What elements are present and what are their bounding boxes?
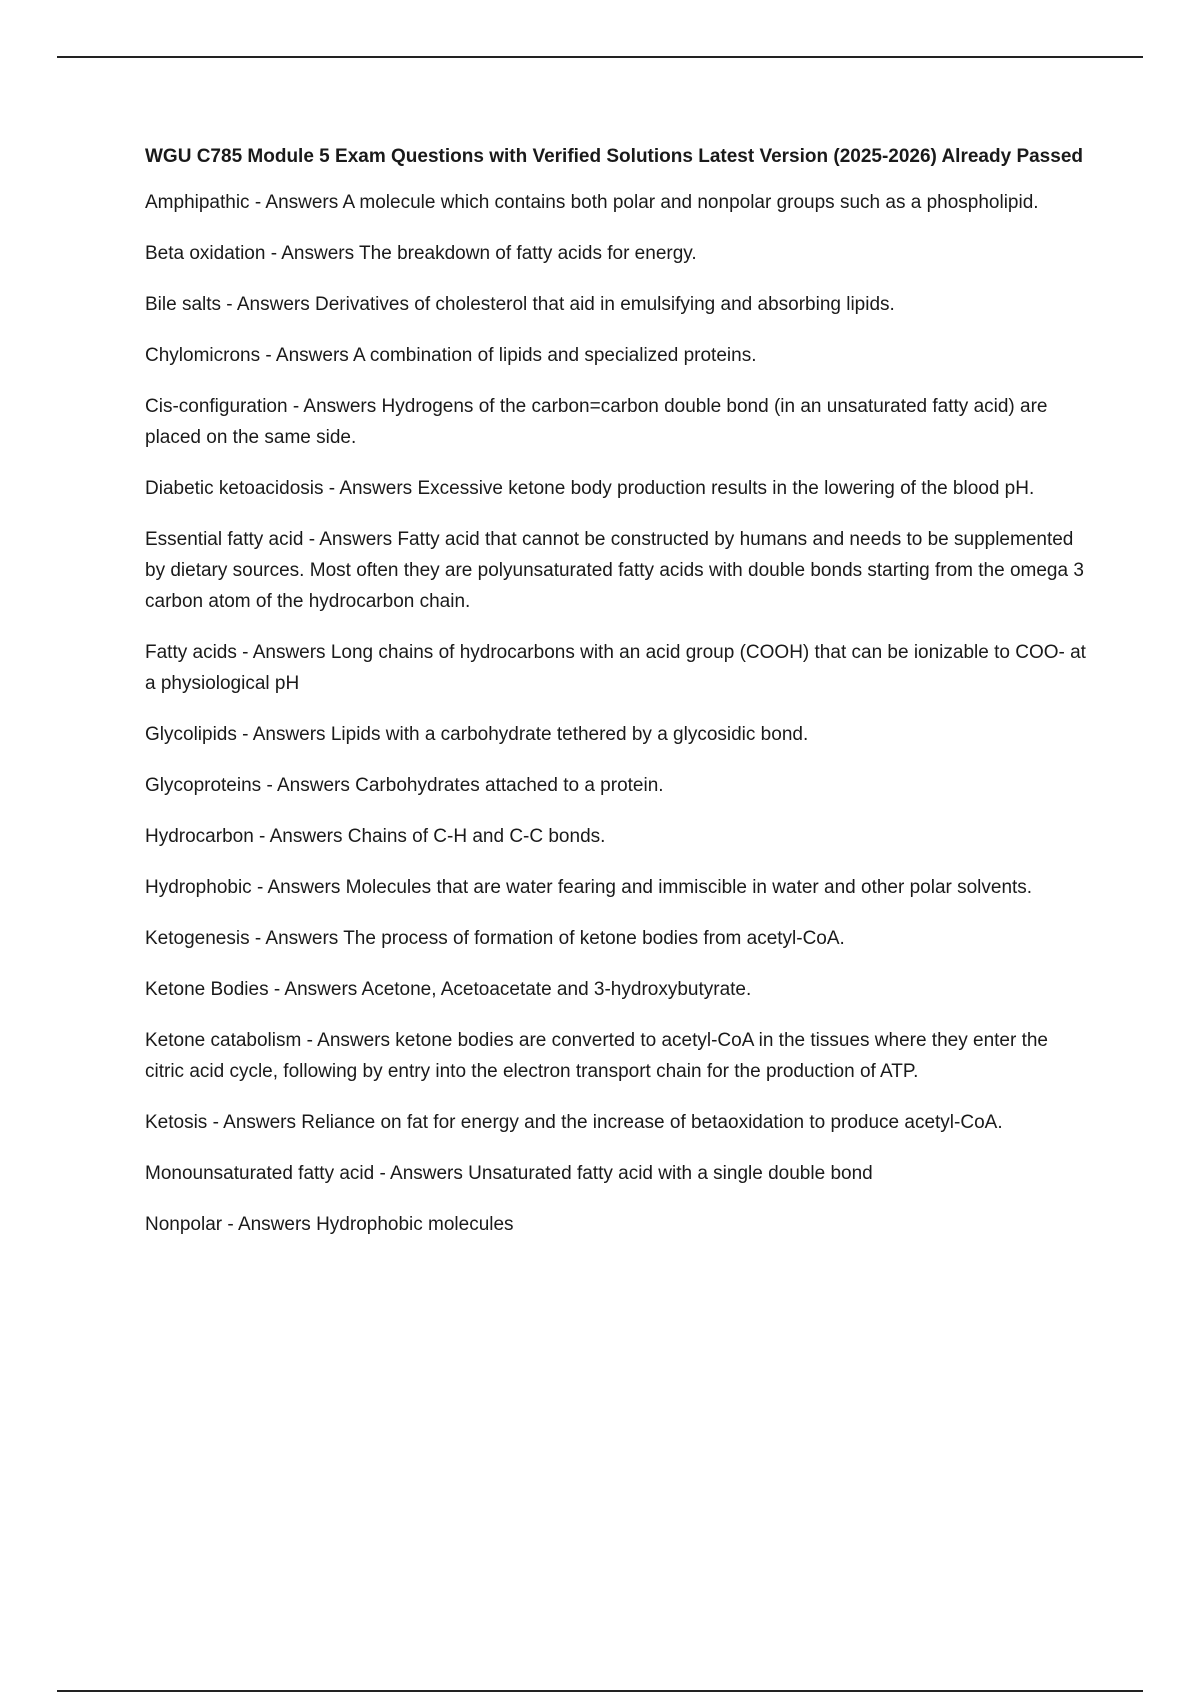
glossary-entry: Cis-configuration - Answers Hydrogens of the carbon=carbon double bond (in an unsaturated fatty acid) are placed on the same side. bbox=[145, 396, 1048, 448]
glossary-entry: Bile salts - Answers Derivatives of cholesterol that aid in emulsifying and absorbing lipids. bbox=[145, 294, 895, 315]
glossary-entry: Beta oxidation - Answers The breakdown of fatty acids for energy. bbox=[145, 243, 697, 264]
glossary-entry: Ketone Bodies - Answers Acetone, Acetoacetate and 3-hydroxybutyrate. bbox=[145, 979, 752, 1000]
glossary-entry: Hydrophobic - Answers Molecules that are water fearing and immiscible in water and other polar solvents. bbox=[145, 877, 1033, 898]
document-body bbox=[145, 141, 1090, 1260]
header-rule bbox=[57, 56, 1143, 58]
glossary-entry: Fatty acids - Answers Long chains of hydrocarbons with an acid group (COOH) that can be ionizable to COO- at a physiological pH bbox=[145, 642, 1086, 694]
glossary-entry: Hydrocarbon - Answers Chains of C-H and C-C bonds. bbox=[145, 826, 606, 847]
glossary-entry: Amphipathic - Answers A molecule which contains both polar and nonpolar groups such as a phospholipid. bbox=[145, 192, 1039, 213]
glossary-entry: Monounsaturated fatty acid - Answers Unsaturated fatty acid with a single double bond bbox=[145, 1163, 873, 1184]
footer-rule bbox=[57, 1690, 1143, 1692]
document-title: WGU C785 Module 5 Exam Questions with Verified Solutions Latest Version (2025-2026) Already Passed bbox=[145, 146, 1083, 167]
glossary-entry: Glycoproteins - Answers Carbohydrates attached to a protein. bbox=[145, 775, 664, 796]
glossary-entry: Diabetic ketoacidosis - Answers Excessive ketone body production results in the lowering of the blood pH. bbox=[145, 478, 1035, 499]
glossary-entry: Essential fatty acid - Answers Fatty acid that cannot be constructed by humans and needs to be supplemented by dietary sources. Most often they are polyunsaturated fatty acids with double bonds starting from the omega 3 carbon atom of the hydrocarbon chain. bbox=[145, 529, 1084, 612]
glossary-entry: Chylomicrons - Answers A combination of lipids and specialized proteins. bbox=[145, 345, 757, 366]
glossary-entry: Ketosis - Answers Reliance on fat for energy and the increase of betaoxidation to produce acetyl-CoA. bbox=[145, 1112, 1003, 1133]
glossary-entry: Nonpolar - Answers Hydrophobic molecules bbox=[145, 1214, 514, 1235]
glossary-entry: Ketone catabolism - Answers ketone bodies are converted to acetyl-CoA in the tissues where they enter the citric acid cycle, following by entry into the electron transport chain for the production of ATP. bbox=[145, 1030, 1049, 1082]
glossary-entry: Ketogenesis - Answers The process of formation of ketone bodies from acetyl-CoA. bbox=[145, 928, 845, 949]
glossary-entry: Glycolipids - Answers Lipids with a carbohydrate tethered by a glycosidic bond. bbox=[145, 724, 809, 745]
